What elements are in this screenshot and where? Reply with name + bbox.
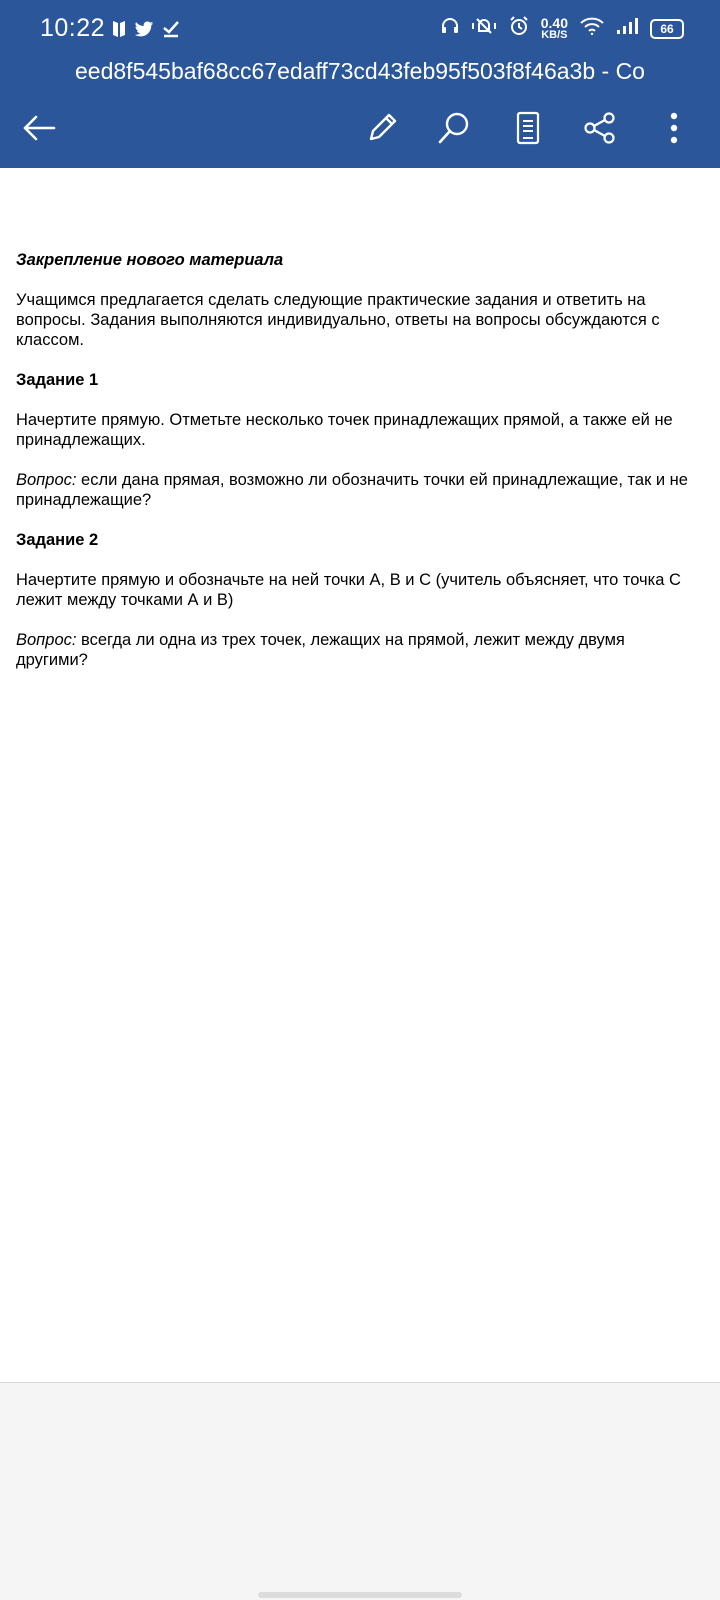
mobile-view-button[interactable] xyxy=(506,106,550,150)
document-title: eed8f545baf68cc67edaff73cd43feb95f503f8f46a3b - Co xyxy=(75,58,645,84)
edit-button[interactable] xyxy=(360,106,404,150)
wifi-icon xyxy=(580,17,604,40)
mobile-view-icon xyxy=(515,111,541,145)
status-bar xyxy=(0,0,720,62)
document-page[interactable] xyxy=(0,168,720,1383)
question-label: Вопрос: xyxy=(16,471,77,489)
task1-text: Начертите прямую. Отметьте несколько точек принадлежащих прямой, а также ей не принадлежащих. xyxy=(16,411,673,449)
more-button[interactable] xyxy=(652,106,696,150)
speed-value: 0.40 xyxy=(540,15,568,31)
intro-paragraph: Учащимся предлагается сделать следующие практические задания и ответить на вопросы. Задания выполняются индивидуально, ответы на вопросы обсуждаются с классом. xyxy=(16,291,660,349)
alarm-icon xyxy=(509,16,529,41)
status-right-icons xyxy=(441,16,684,41)
task2-text: Начертите прямую и обозначьте на ней точки А, В и С (учитель объясняет, что точка С лежит между точками А и В) xyxy=(16,571,681,609)
speed-unit: KB/S xyxy=(541,29,568,41)
task1-question xyxy=(16,470,692,510)
question-text: если дана прямая, возможно ли обозначить точки ей принадлежащие, так и не принадлежащие? xyxy=(16,471,688,509)
search-icon xyxy=(436,110,472,146)
battery-indicator: 66 xyxy=(650,19,684,39)
share-button[interactable] xyxy=(578,106,622,150)
document-body xyxy=(16,250,692,690)
status-left-icons xyxy=(112,20,180,43)
signal-icon xyxy=(616,17,638,40)
media-icon xyxy=(112,20,126,43)
task2-title: Задание 2 xyxy=(16,531,99,549)
share-icon xyxy=(583,111,617,145)
app-bar xyxy=(0,0,720,168)
headphones-icon xyxy=(441,17,459,40)
section-heading: Закрепление нового материала xyxy=(16,251,284,269)
more-icon xyxy=(669,111,679,145)
task1-title: Задание 1 xyxy=(16,371,99,389)
back-icon xyxy=(22,115,56,141)
back-button[interactable] xyxy=(17,106,61,150)
download-done-icon xyxy=(162,20,180,43)
task2-question xyxy=(16,630,692,670)
network-speed xyxy=(541,16,568,41)
search-button[interactable] xyxy=(432,106,476,150)
question-label: Вопрос: xyxy=(16,631,77,649)
edit-icon xyxy=(365,111,399,145)
status-time: 10:22 xyxy=(40,14,106,42)
question-text: всегда ли одна из трех точек, лежащих на прямой, лежит между двумя другими? xyxy=(16,631,625,669)
home-indicator[interactable] xyxy=(258,1592,462,1598)
twitter-icon xyxy=(134,21,154,43)
vibrate-off-icon xyxy=(471,17,497,40)
